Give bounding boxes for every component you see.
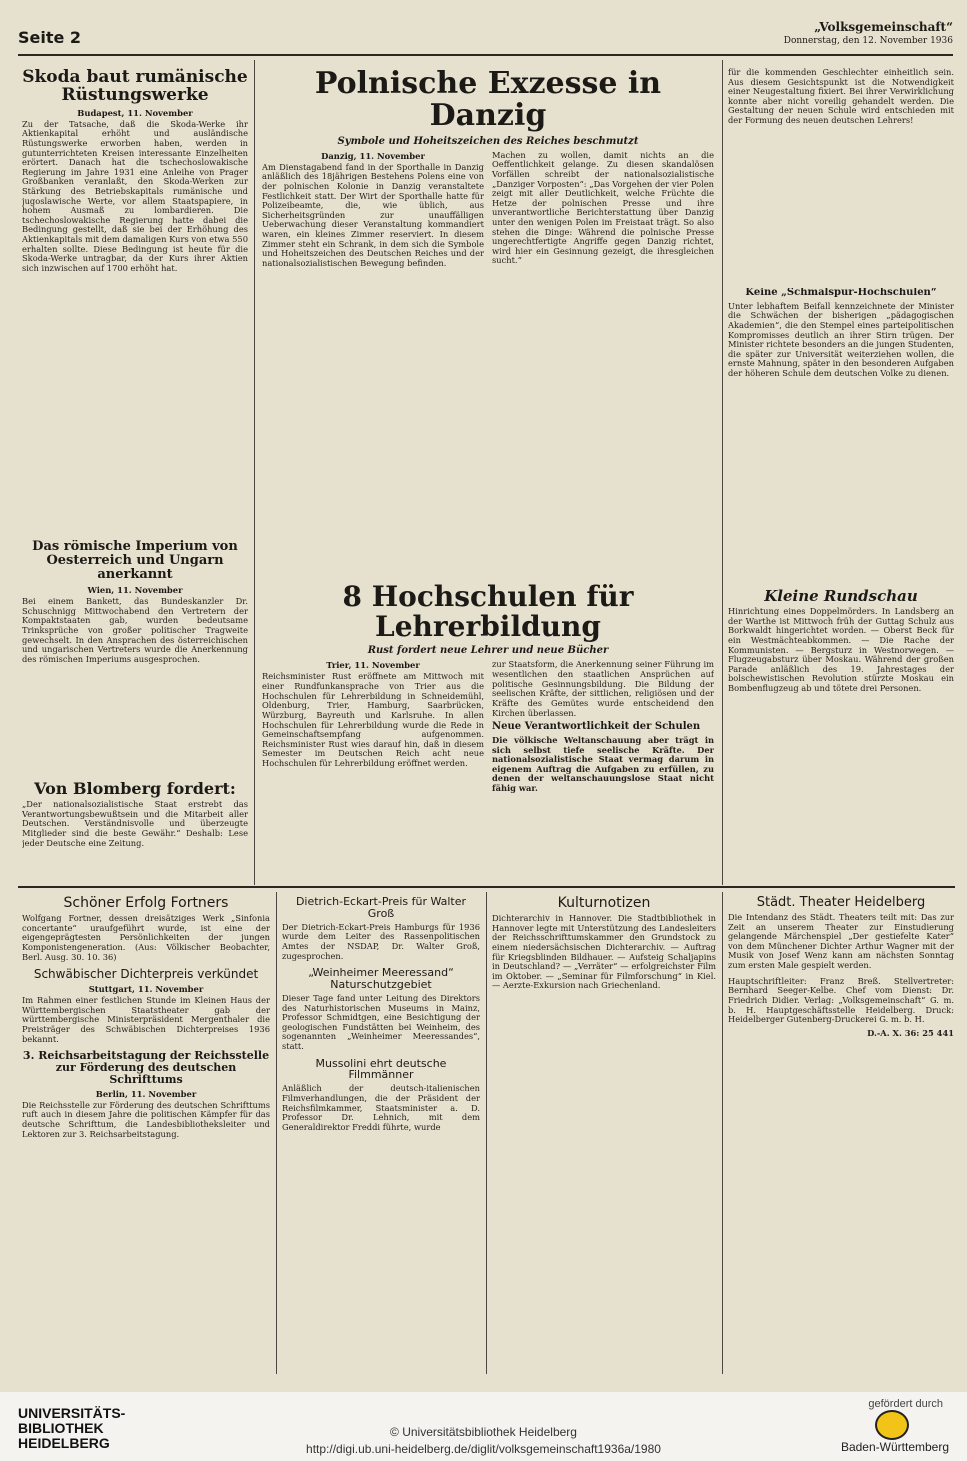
lower-column-b bbox=[282, 896, 480, 1374]
dateline: Stuttgart, 11. November bbox=[88, 984, 204, 995]
article-body: Im Rahmen einer festlichen Stunde im Kleinen Haus der Württembergischen Staatstheater gab der württembergische Ministerpräsident Mergenthaler die Preisträger des Schwäbischen Dichterpreises 1936 bekannt. bbox=[22, 995, 270, 1044]
article-body: Reichsminister Rust eröffnete am Mittwoch mit einer Rundfunkansprache von Trier aus die Hochschulen für Lehrerbildung in Schneidemühl, Oldenburg, Trier, Hamburg, Saarbrücken, Würzburg, Bayreuth und Karlsruhe. In allen Hochschulen für Lehrerbildung wurde die Rede in Gemeinschaftsempfang aufgenommen. Reichsminister Rust wies darauf hin, daß in diesem Semester im Deutschen Reich acht neue Hochschulen für Lehrerbildung eröffnet werden. bbox=[262, 671, 484, 768]
column-rule bbox=[276, 892, 277, 1374]
article-rundschau bbox=[728, 588, 954, 880]
article-body: Unter lebhaftem Beifall kennzeichnete der Minister die Schwächen der bisherigen „pädagogischen Akademien“, die den Stempel eines parteipolitischen Kompromisses deutlich an ihrer Stirn trügen. Der Minister richtete besonders an die jungen Studenten, die später zur Universität weiterziehen wollen, die ernste Mahnung, später in den besonderen Aufgaben der höheren Schule dem deutschen Volke zu dienen. bbox=[728, 300, 954, 379]
article-body: Die völkische Weltanschauung aber trägt in sich selbst tiefe seelische Kräfte. Der nationalsozialistische Staat vermag darum in eigenem Auftrag die Aufgaben zu erfüllen, zu denen der weltanschauungslose Staat nicht fähig war. bbox=[492, 734, 714, 793]
funder-name: Baden-Württemberg bbox=[840, 1440, 949, 1454]
article-body: für die kommenden Geschlechter einheitlich sein. Aus diesem Gesichtspunkt ist die Notwendigkeit einer Neugestaltung fixiert. Bei ihrer Verwirklichung konnte aber nicht voreilig gehandelt werden. Die Gestaltung der neuen Schule wird entschieden mit der Formung des neuen deutschen Lehrers! bbox=[728, 68, 954, 126]
subheadline: Symbole und Hoheitszeichen des Reiches beschmutzt bbox=[337, 135, 639, 147]
headline: Schöner Erfolg Fortners bbox=[63, 896, 229, 911]
article-body: Dichterarchiv in Hannover. Die Stadtbibliothek in Hannover legte mit Unterstützung des Landesleiters der Reichsschrifttumskammer den Grundstock zu einem niedersächsischen Dichterarchiv. — Auftrag für Kriegsblinden Bildhauer. — Aufsteig Schaljapins in Deutschland? — „Verräter“ — erfolgreichster Film im Oktober. — „Seminar für Filmforschung“ in Kiel. — Aerzte-Exkursion nach Griechenland. bbox=[492, 913, 716, 991]
article-body: Die Reichsstelle zur Förderung des deutschen Schrifttums ruft auch in diesem Jahre die politischen Kämpfer für das deutsche Schrifttum, die Landesbibliotheksleiter und Lektoren zur 3. Reichsarbeitstagung. bbox=[22, 1099, 270, 1139]
article-body: Am Dienstagabend fand in der Sporthalle in Danzig anläßlich des 18jährigen Bestehens Polens eine von der polnischen Kolonie in Danzig veranstaltete Festlichkeit statt. Der Wirt der Sporthalle hatte für Polizeibeamte, die, wie üblich, aus Sicherheitsgründen zur unauffälligen Ueberwachung dieser Veranstaltung kommandiert waren, ein kleines Zimmer reserviert. In diesem Zimmer steht ein Schrank, in dem sich die Symbole und Hoheitszeichen des Deutschen Reiches und der nationalsozialistischen Bewegung befinden. bbox=[262, 161, 484, 268]
paper-title: „Volksgemeinschaft“ bbox=[814, 20, 953, 34]
headline: Polnische Exzesse in Danzig bbox=[314, 68, 662, 134]
article-body: Bei einem Bankett, das Bundeskanzler Dr. Schuschnigg Mittwochabend den Vertretern der Kompaktstaaten gab, wurden bedeutsame Trinksprüche von großer politischer Tragweite gewechselt. In den Ansprachen des österreichischen und ungarischen Vertreters wurde die Anerkennung des römischen Imperiums ausgesprochen. bbox=[22, 596, 248, 664]
article-body: Der Dietrich-Eckart-Preis Hamburgs für 1936 wurde dem Leiter des Rassenpolitischen Amtes der NSDAP, Dr. Walter Groß, zugesprochen. bbox=[282, 921, 480, 961]
headline: 8 Hochschulen für Lehrerbildung bbox=[342, 582, 634, 644]
source-url[interactable]: http://digi.ub.uni-heidelberg.de/diglit/volksgemeinschaft1936a/1980 bbox=[306, 1442, 661, 1456]
article-body: Zu der Tatsache, daß die Skoda-Werke ihr Aktienkapital erhöht und ausländische Rüstungswerke erworben haben, werden in gutunterrichteten Kreisen interessante Einzelheiten erörtert. Danach hat die tschechoslowakische Regierung im Jahre 1931 eine Anleihe von Prager Großbanken veranlaßt, den Skoda-Werken zur Stärkung des Betriebskapitals rumänische und jugoslawische Werte, vor allem Staatspapiere, in hohem Ausmaß zu lombardieren. Die tschechoslowakische Regierung hatte dabei die Bedingung gestellt, daß sie bei der Erhöhung des Aktienkapitals mit dem damaligen Kurs von etwa 550 erhalten sollte. Diese Bedingung ist heute für die Skoda-Werke untragbar, da der Kurs ihrer Aktien sich inzwischen auf 1700 erhöht hat. bbox=[22, 118, 248, 273]
issue-date: Donnerstag, den 12. November 1936 bbox=[783, 36, 953, 46]
page-number: Seite 2 bbox=[18, 28, 82, 47]
column-rule bbox=[486, 892, 487, 1374]
dateline: Budapest, 11. November bbox=[77, 107, 193, 118]
circulation: D.-A. X. 36: 25 441 bbox=[867, 1027, 954, 1038]
headline: Schwäbischer Dichterpreis verkündet bbox=[33, 967, 259, 982]
article-blomberg bbox=[22, 780, 248, 880]
headline: Das römische Imperium von Oesterreich und Ungarn anerkannt bbox=[32, 540, 238, 583]
funded-by: gefördert durch bbox=[868, 1398, 943, 1410]
article-body: Hinrichtung eines Doppelmörders. In Landsberg an der Warthe ist Mittwoch früh der Guttag Schulz aus Borkwaldt hingerichtet worden. — Oberst Beck für ein Westmächteabkommen. — Die Rache der Kommunisten. — Bergsturz in Westnorwegen. — Flugzeugabsturz über Moskau. Während der großen Parade anläßlich des 19. Jahrestages der bolschewistischen Revolution stürzte Moskau ein Bombenflugzeug ab und tötete drei Personen. bbox=[728, 606, 954, 694]
copyright: © Universitätsbibliothek Heidelberg bbox=[390, 1425, 577, 1439]
article-body: Anläßlich der deutsch-italienischen Filmverhandlungen, die der Präsident der Reichsfilmkammer, Staatsminister a. D. Professor Dr. Lehnich, mit dem Generaldirektor Freddi führte, wurde bbox=[282, 1083, 480, 1132]
lower-column-a bbox=[22, 896, 270, 1374]
lower-column-d bbox=[728, 896, 954, 1374]
headline: „Weinheimer Meeressand“ Naturschutzgebiet bbox=[308, 966, 454, 992]
column-rule bbox=[722, 892, 723, 1374]
article-danzig bbox=[262, 68, 714, 568]
headline: Städt. Theater Heidelberg bbox=[756, 896, 926, 910]
headline: Mussolini ehrt deutsche Filmmänner bbox=[315, 1056, 447, 1082]
headline: Von Blomberg fordert: bbox=[34, 780, 236, 798]
lower-column-c bbox=[492, 896, 716, 1374]
article-body: „Der nationalsozialistische Staat erstrebt das Verantwortungsbewußtsein und die Mitarbeit aller Deutschen. Verständnisvolle und überzeugte Mitglieder sind die beste Gewähr.“ Deshalb: Lese jeder Deutsche eine Zeitung. bbox=[22, 799, 248, 848]
article-body: zur Staatsform, die Anerkennung seiner Führung im wesentlichen den staatlichen Ansprüchen auf politische Gesinnungsbildung. Die Bildung der seelischen Kräfte, der sittlichen, religiösen und der Kräfte des Gemütes wurde entscheidend den Kirchen überlassen. bbox=[492, 659, 714, 718]
section-heading: Neue Verantwortlichkeit der Schulen bbox=[492, 721, 701, 733]
impressum: Hauptschriftleiter: Franz Breß. Stellvertreter: Bernhard Seeger-Kelbe. Chef vom Dienst: Dr. Friedrich Didier. Verlag: „Volksgemeinschaft“ G. m. b. H. Hauptgeschäftsstelle Heidelberg. Druck: Heidelberger Gutenberg-Druckerei G. m. b. H. bbox=[728, 975, 954, 1025]
headline: Keine „Schmalspur-Hochschulen“ bbox=[745, 288, 937, 298]
article-hochschulen bbox=[262, 582, 714, 880]
column-rule bbox=[254, 60, 255, 885]
headline: 3. Reichsarbeitstagung der Reichsstelle zur Förderung des deutschen Schrifttums bbox=[22, 1049, 270, 1086]
dateline: Berlin, 11. November bbox=[95, 1088, 197, 1099]
article-body: Machen zu wollen, damit nichts an die Oeffentlichkeit gelange. Zu diesen skandalösen Vorfällen schreibt der nationalsozialistische „Danziger Vorposten“: „Das Vorgehen der vier Polen zeigt mit aller Deutlichkeit, welche Früchte die Hetze der polnischen Presse und ihre unverantwortliche Berichterstattung über Danzig unter den wenigen Polen im Freistaat trägt. So also stehen die Dinge: Während die polnische Presse ungerechtfertigte Angriffe gegen Danzig richtet, wird hier ein Gesinnung gezeigt, die ihresgleichen sucht.“ bbox=[492, 149, 714, 266]
headline: Kulturnotizen bbox=[557, 896, 651, 911]
headline: Kleine Rundschau bbox=[764, 588, 918, 605]
coat-of-arms-icon bbox=[875, 1410, 909, 1440]
article-rom bbox=[22, 540, 248, 740]
dateline: Danzig, 11. November bbox=[321, 150, 425, 161]
article-skoda bbox=[22, 68, 248, 538]
column-rule bbox=[722, 60, 723, 885]
dateline: Wien, 11. November bbox=[87, 585, 183, 596]
article-body: Dieser Tage fand unter Leitung des Direktors des Naturhistorischen Museums in Mainz, Professor Schmidtgen, eine Besichtigung der geologischen Fundstätten bei Weinheim, des sogenannten „Weinheimer Meeressandes“, statt. bbox=[282, 992, 480, 1051]
article-body: Die Intendanz des Städt. Theaters teilt mit: Das zur Zeit an unserem Theater zur Einstudierung gelangende Märchenspiel „Der gestiefelte Kater“ von dem Münchener Dichter Arthur Wagner mit der Musik von Josef Wenz kann am nächsten Sonntag zum ersten Male gespielt werden. bbox=[728, 912, 954, 971]
dateline: Trier, 11. November bbox=[326, 660, 420, 671]
headline: Dietrich-Eckart-Preis für Walter Groß bbox=[295, 896, 467, 920]
headline: Skoda baut rumänische Rüstungswerke bbox=[22, 68, 248, 106]
article-schmalspur bbox=[728, 288, 954, 578]
subheadline: Rust fordert neue Lehrer und neue Bücher bbox=[367, 645, 609, 657]
page-header bbox=[18, 20, 953, 56]
section-rule bbox=[18, 886, 955, 888]
article-schule bbox=[728, 68, 954, 268]
article-body: Wolfgang Fortner, dessen dreisätziges Werk „Sinfonia concertante“ uraufgeführt wurde, ist eine der eigengeprägtesten Persönlichkeiten der jungen Komponistengeneration. (Aus: Völkischer Beobachter, Berl. Ausg. 30. 10. 36) bbox=[22, 913, 270, 962]
library-name: UNIVERSITÄTS- BIBLIOTHEK HEIDELBERG bbox=[18, 1405, 126, 1451]
